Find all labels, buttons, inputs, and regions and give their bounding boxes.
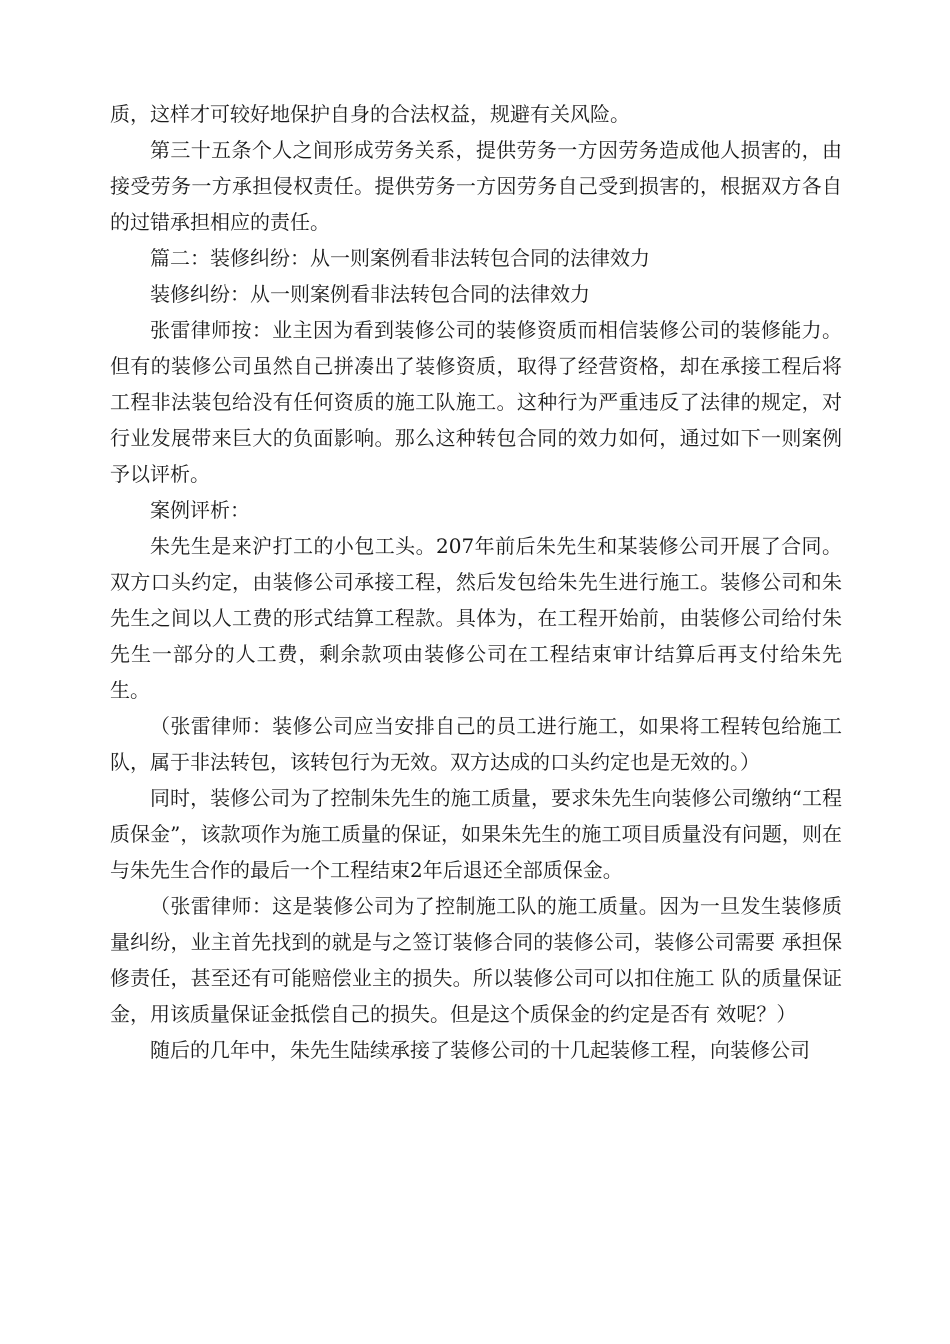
paragraph-lawyer-comment-2: （张雷律师：这是装修公司为了控制施工队的施工质量。因为一旦发生装修质量纠纷，业主首先找到的就是与之签订装修合同的装修公司，装修公司需要 承担保修责任，甚至还有可能赔偿业主的损失。所以装修公司可以扣住施工 队的质量保证金，用该质量保证金抵偿自己的损失。但是这个质保金的约定是否有 效呢？） xyxy=(110,894,842,1026)
paragraph-subsequent-years: 随后的几年中，朱先生陆续承接了装修公司的十几起装修工程，向装修公司 xyxy=(150,1038,810,1062)
paragraph-article-35: 第三十五条个人之间形成劳务关系，提供劳务一方因劳务造成他人损害的，由接受劳务一方承担侵权责任。提供劳务一方因劳务自己受到损害的，根据双方各自的过错承担相应的责任。 xyxy=(110,138,842,234)
paragraph-continuation: 质，这样才可较好地保护自身的合法权益，规避有关风险。 xyxy=(110,102,630,126)
paragraph-case-background: 朱先生是来沪打工的小包工头。207年前后朱先生和某装修公司开展了合同。双方口头约定，由装修公司承接工程，然后发包给朱先生进行施工。装修公司和朱先生之间以人工费的形式结算工程款。具体为，在工程开始前，由装修公司给付朱先生一部分的人工费，剩余款项由装修公司在工程结束审计结算后再支付给朱先生。 xyxy=(110,534,842,702)
document-body xyxy=(110,96,842,1068)
paragraph-lawyer-note: 张雷律师按：业主因为看到装修公司的装修资质而相信装修公司的装修能力。但有的装修公司虽然自己拼凑出了装修资质，取得了经营资格，却在承接工程后将工程非法装包给没有任何资质的施工队施工。这种行为严重违反了法律的规定，对行业发展带来巨大的负面影响。那么这种转包合同的效力如何，通过如下一则案例予以评析。 xyxy=(110,318,842,486)
paragraph-lawyer-comment-1: （张雷律师：装修公司应当安排自己的员工进行施工，如果将工程转包给施工队，属于非法转包，该转包行为无效。双方达成的口头约定也是无效的。） xyxy=(110,714,842,774)
section-heading: 篇二：装修纠纷：从一则案例看非法转包合同的法律效力 xyxy=(150,246,650,270)
article-title: 装修纠纷：从一则案例看非法转包合同的法律效力 xyxy=(150,282,590,306)
case-analysis-label: 案例评析： xyxy=(150,498,250,522)
paragraph-quality-deposit: 同时，装修公司为了控制朱先生的施工质量，要求朱先生向装修公司缴纳“工程质保金”，该款项作为施工质量的保证，如果朱先生的施工项目质量没有问题，则在与朱先生合作的最后一个工程结束2年后退还全部质保金。 xyxy=(110,786,842,882)
